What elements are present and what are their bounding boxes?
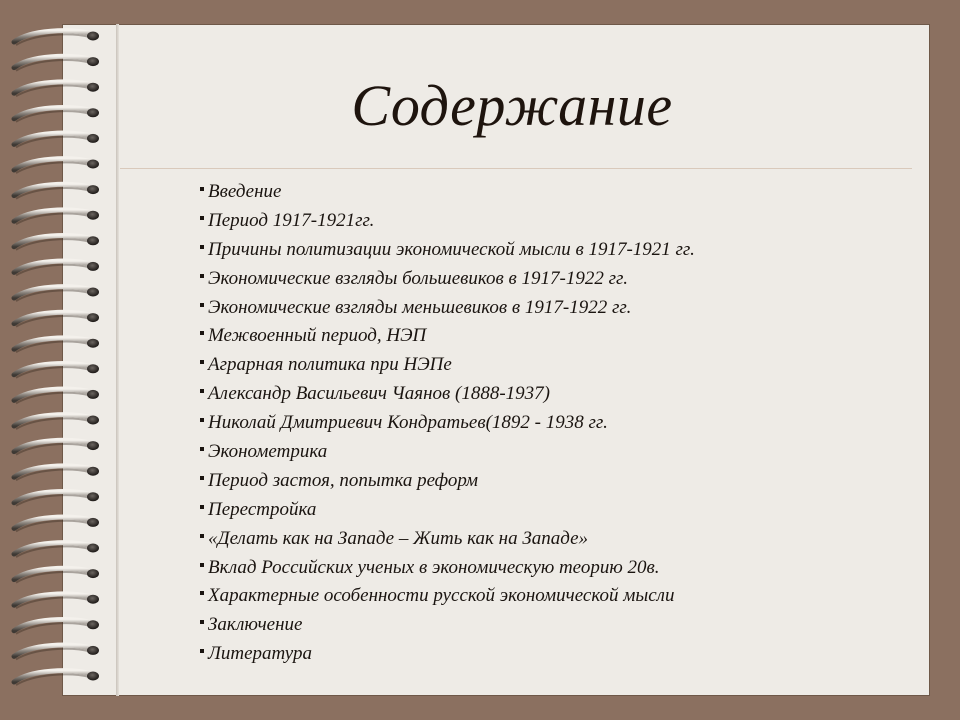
list-item: Характерные особенности русской экономической мысли — [200, 582, 695, 611]
list-item: Литература — [200, 640, 695, 669]
spiral-ring-icon — [14, 620, 99, 634]
bullet-icon — [200, 360, 204, 364]
list-item: Александр Васильевич Чаянов (1888-1937) — [200, 380, 695, 409]
spiral-ring-icon — [14, 210, 99, 224]
list-item: Заключение — [200, 611, 695, 640]
list-item: Причины политизации экономической мысли в 1917-1921 гг. — [200, 236, 695, 265]
bullet-icon — [200, 303, 204, 307]
spiral-ring-icon — [14, 645, 99, 659]
spiral-ring-icon — [14, 440, 99, 454]
list-item: Экономические взгляды большевиков в 1917-1922 гг. — [200, 265, 695, 294]
bullet-icon — [200, 418, 204, 422]
bullet-icon — [200, 447, 204, 451]
bullet-icon — [200, 476, 204, 480]
list-item: Экономические взгляды меньшевиков в 1917-1922 гг. — [200, 294, 695, 323]
spiral-ring-icon — [14, 338, 99, 352]
spiral-ring-icon — [14, 287, 99, 301]
list-item: Перестройка — [200, 496, 695, 525]
spiral-ring-icon — [14, 543, 99, 557]
spiral-ring-icon — [14, 261, 99, 275]
slide-title: Содержание — [351, 73, 673, 138]
bullet-icon — [200, 274, 204, 278]
list-item: «Делать как на Западе – Жить как на Западе» — [200, 525, 695, 554]
spiral-ring-icon — [14, 312, 99, 326]
bullet-icon — [200, 534, 204, 538]
bullet-icon — [200, 245, 204, 249]
spiral-ring-icon — [14, 568, 99, 582]
spiral-ring-icon — [14, 517, 99, 531]
bullet-icon — [200, 563, 204, 567]
list-item: Межвоенный период, НЭП — [200, 322, 695, 351]
list-item: Эконометрика — [200, 438, 695, 467]
list-item: Период застоя, попытка реформ — [200, 467, 695, 496]
bullet-icon — [200, 505, 204, 509]
spiral-ring-icon — [14, 364, 99, 378]
bullet-icon — [200, 591, 204, 595]
list-item: Введение — [200, 178, 695, 207]
bullet-icon — [200, 649, 204, 653]
spiral-ring-icon — [14, 492, 99, 506]
spiral-ring-icon — [14, 594, 99, 608]
list-item: Вклад Российских ученых в экономическую теорию 20в. — [200, 554, 695, 583]
list-item: Аграрная политика при НЭПе — [200, 351, 695, 380]
spiral-ring-icon — [14, 159, 99, 173]
title-divider — [120, 168, 912, 169]
spiral-ring-icon — [14, 56, 99, 70]
list-item: Период 1917-1921гг. — [200, 207, 695, 236]
spiral-ring-icon — [14, 389, 99, 403]
spiral-ring-icon — [14, 184, 99, 198]
spiral-ring-icon — [14, 466, 99, 480]
bullet-icon — [200, 187, 204, 191]
bullet-icon — [200, 620, 204, 624]
contents-list — [200, 178, 695, 669]
bullet-icon — [200, 216, 204, 220]
spiral-ring-icon — [14, 236, 99, 250]
spiral-ring-icon — [14, 415, 99, 429]
bullet-icon — [200, 389, 204, 393]
list-item: Николай Дмитриевич Кондратьев(1892 - 1938 гг. — [200, 409, 695, 438]
spiral-ring-icon — [14, 671, 99, 685]
spiral-ring-icon — [14, 31, 99, 45]
bullet-icon — [200, 331, 204, 335]
